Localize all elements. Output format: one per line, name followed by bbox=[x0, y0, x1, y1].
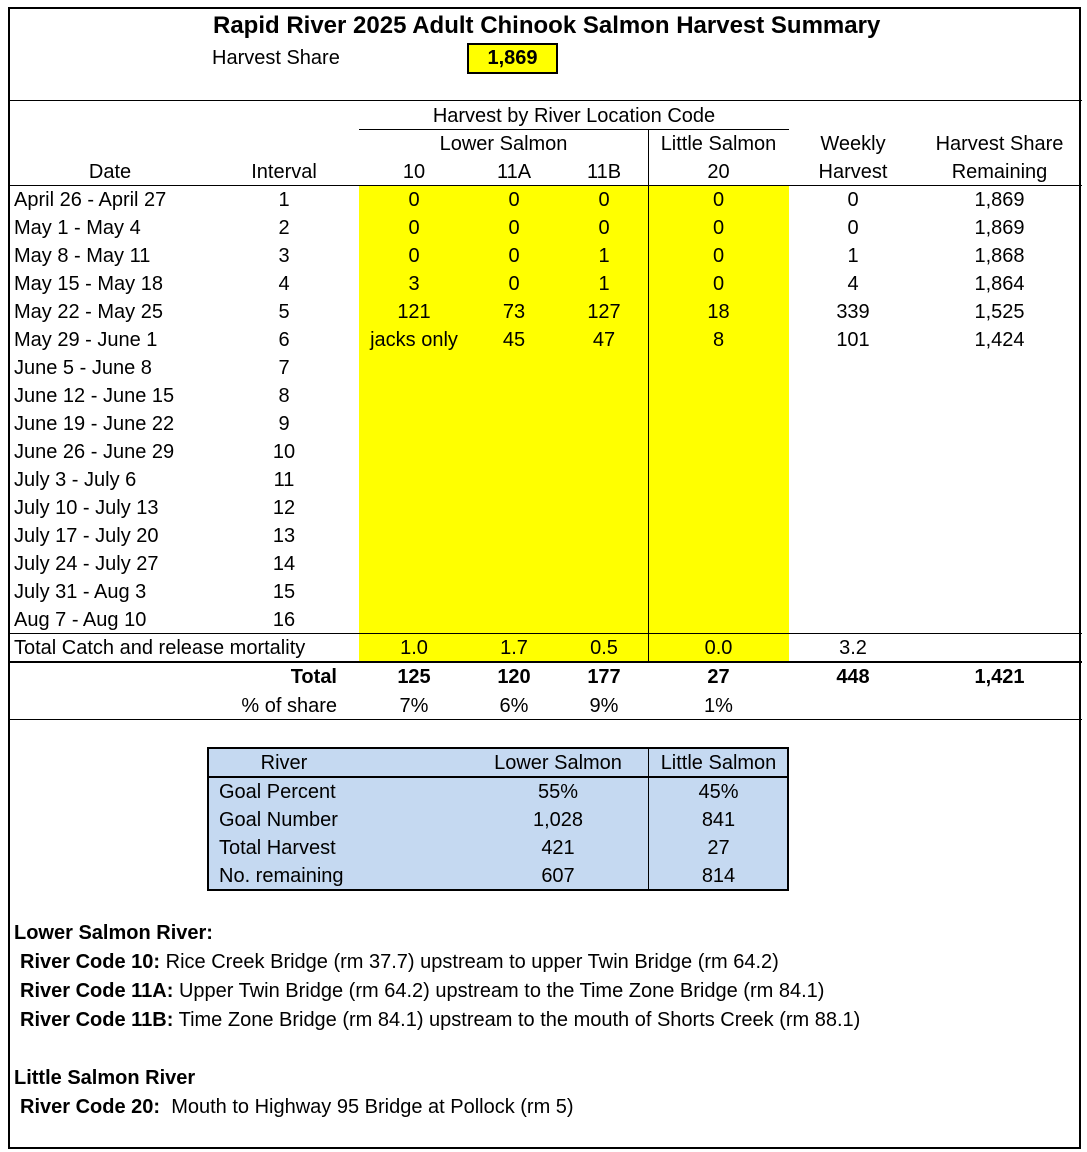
row-code-11b: 1 bbox=[598, 273, 610, 295]
row-date: May 1 - May 4 bbox=[14, 217, 141, 239]
row-date: July 3 - July 6 bbox=[14, 469, 137, 491]
row-remaining bbox=[917, 550, 1082, 578]
summary-row-label: Goal Number bbox=[219, 809, 338, 831]
row-interval: 6 bbox=[278, 329, 290, 351]
row-date: May 15 - May 18 bbox=[14, 273, 163, 295]
row-date: July 10 - July 13 bbox=[14, 497, 159, 519]
code-10-header: 10 bbox=[402, 161, 426, 183]
row-code-11b bbox=[559, 550, 649, 578]
row-weekly: 0 bbox=[847, 217, 859, 239]
row-code-11a bbox=[469, 438, 559, 466]
row-date: June 19 - June 22 bbox=[14, 413, 175, 435]
pct-label: % of share bbox=[241, 695, 337, 717]
row-remaining bbox=[917, 494, 1082, 522]
row-code-10 bbox=[369, 606, 459, 634]
row-weekly: 0 bbox=[847, 189, 859, 211]
summary-row-lower: 421 bbox=[541, 837, 575, 859]
row-interval: 3 bbox=[278, 245, 290, 267]
row-date: July 31 - Aug 3 bbox=[14, 581, 147, 603]
date-header: Date bbox=[88, 161, 132, 183]
row-code-10 bbox=[369, 550, 459, 578]
row-weekly: 101 bbox=[836, 329, 870, 351]
row-remaining bbox=[917, 354, 1082, 382]
row-weekly bbox=[789, 382, 917, 410]
weekly-header-1: Weekly bbox=[820, 133, 886, 155]
row-date: April 26 - April 27 bbox=[14, 189, 167, 211]
row-code-20 bbox=[648, 494, 789, 522]
row-code-10: 0 bbox=[408, 217, 420, 239]
summary-row-label: Goal Percent bbox=[219, 781, 336, 803]
row-code-11a: 73 bbox=[502, 301, 526, 323]
row-code-10 bbox=[369, 494, 459, 522]
row-weekly bbox=[789, 606, 917, 634]
row-code-11a bbox=[469, 410, 559, 438]
row-code-11b bbox=[559, 382, 649, 410]
row-code-20 bbox=[648, 606, 789, 634]
row-code-11b bbox=[559, 578, 649, 606]
row-interval: 16 bbox=[272, 609, 296, 631]
code-11b-text: Time Zone Bridge (rm 84.1) upstream to the mouth of Shorts Creek (rm 88.1) bbox=[178, 1009, 861, 1031]
row-code-11a: 0 bbox=[508, 189, 520, 211]
interval-header: Interval bbox=[251, 161, 317, 183]
row-code-11b bbox=[559, 494, 649, 522]
row-date: June 12 - June 15 bbox=[14, 385, 175, 407]
row-remaining: 1,864 bbox=[974, 273, 1025, 295]
code-10-text: Rice Creek Bridge (rm 37.7) upstream to upper Twin Bridge (rm 64.2) bbox=[165, 951, 779, 973]
row-date: June 5 - June 8 bbox=[14, 357, 152, 379]
row-code-10 bbox=[369, 522, 459, 550]
row-interval: 13 bbox=[272, 525, 296, 547]
row-code-11b bbox=[559, 522, 649, 550]
row-code-11b: 47 bbox=[592, 329, 616, 351]
row-code-11b bbox=[559, 354, 649, 382]
little-salmon-header: Little Salmon bbox=[660, 133, 777, 155]
row-remaining: 1,424 bbox=[974, 329, 1025, 351]
pct-11a: 6% bbox=[499, 695, 529, 717]
row-date: July 17 - July 20 bbox=[14, 525, 159, 547]
row-date: May 22 - May 25 bbox=[14, 301, 163, 323]
row-remaining bbox=[917, 410, 1082, 438]
row-weekly bbox=[789, 438, 917, 466]
row-code-20: 8 bbox=[712, 329, 725, 351]
row-code-11b: 0 bbox=[598, 217, 610, 239]
code-11a-text: Upper Twin Bridge (rm 64.2) upstream to the Time Zone Bridge (rm 84.1) bbox=[178, 980, 825, 1002]
row-interval: 2 bbox=[278, 217, 290, 239]
code-20-header: 20 bbox=[707, 161, 730, 183]
header-divider bbox=[9, 100, 1082, 101]
summary-row-little: 841 bbox=[701, 809, 736, 831]
table-bottom-border bbox=[9, 719, 1082, 720]
remaining-header-2: Remaining bbox=[951, 161, 1048, 183]
row-code-20 bbox=[648, 550, 789, 578]
row-code-20: 0 bbox=[712, 217, 725, 239]
row-code-11b bbox=[559, 466, 649, 494]
row-code-11a bbox=[469, 354, 559, 382]
row-interval: 4 bbox=[278, 273, 290, 295]
row-code-11b bbox=[559, 438, 649, 466]
code-11b-header: 11B bbox=[586, 161, 622, 183]
row-code-20 bbox=[648, 578, 789, 606]
row-code-20 bbox=[648, 466, 789, 494]
total-10: 125 bbox=[397, 666, 431, 688]
code-10-label: River Code 10: bbox=[20, 951, 161, 973]
row-date: July 24 - July 27 bbox=[14, 553, 159, 575]
row-code-20: 0 bbox=[712, 189, 725, 211]
weekly-header-2: Harvest bbox=[818, 161, 888, 183]
row-code-11b: 127 bbox=[587, 301, 621, 323]
code-20-text: Mouth to Highway 95 Bridge at Pollock (rm 5) bbox=[171, 1096, 574, 1118]
note-code-20 bbox=[20, 1096, 574, 1119]
remaining-header-1: Harvest Share bbox=[935, 133, 1064, 155]
row-weekly bbox=[789, 410, 917, 438]
row-interval: 8 bbox=[278, 385, 290, 407]
row-weekly bbox=[789, 522, 917, 550]
row-code-11a bbox=[469, 494, 559, 522]
row-weekly: 339 bbox=[836, 301, 870, 323]
summary-row-lower: 55% bbox=[537, 781, 579, 803]
row-code-20 bbox=[648, 382, 789, 410]
row-weekly bbox=[789, 578, 917, 606]
row-code-10 bbox=[369, 438, 459, 466]
row-interval: 15 bbox=[272, 581, 296, 603]
row-remaining bbox=[917, 578, 1082, 606]
row-code-11a bbox=[469, 550, 559, 578]
row-code-10 bbox=[369, 354, 459, 382]
row-interval: 7 bbox=[278, 357, 290, 379]
row-remaining: 1,868 bbox=[974, 245, 1025, 267]
total-weekly: 448 bbox=[836, 666, 870, 688]
total-11a: 120 bbox=[497, 666, 531, 688]
row-code-10 bbox=[369, 410, 459, 438]
lower-salmon-heading: Lower Salmon River: bbox=[14, 922, 213, 944]
summary-header-lower: Lower Salmon bbox=[494, 752, 622, 774]
note-code-11a bbox=[20, 980, 824, 1003]
row-code-11a: 0 bbox=[508, 217, 520, 239]
row-code-10: 0 bbox=[408, 245, 420, 267]
crm-20: 0.0 bbox=[704, 637, 733, 659]
total-11b: 177 bbox=[587, 666, 621, 688]
row-remaining bbox=[917, 606, 1082, 634]
harvest-share-value: 1,869 bbox=[467, 43, 558, 74]
row-code-10: 3 bbox=[408, 273, 420, 295]
row-weekly bbox=[789, 550, 917, 578]
row-code-10 bbox=[369, 466, 459, 494]
row-code-20 bbox=[648, 438, 789, 466]
summary-row-lower: 607 bbox=[541, 865, 575, 887]
summary-header-little: Little Salmon bbox=[660, 752, 777, 774]
summary-row-lower: 1,028 bbox=[532, 809, 584, 831]
row-code-11a bbox=[469, 382, 559, 410]
row-code-20: 18 bbox=[707, 301, 730, 323]
row-code-20: 0 bbox=[712, 245, 725, 267]
row-remaining: 1,869 bbox=[974, 189, 1025, 211]
row-interval: 11 bbox=[273, 469, 295, 491]
row-interval: 5 bbox=[278, 301, 290, 323]
row-code-10: 121 bbox=[397, 301, 431, 323]
summary-row-little: 27 bbox=[707, 837, 730, 859]
row-code-10: jacks only bbox=[370, 329, 458, 351]
crm-label: Total Catch and release mortality bbox=[14, 637, 306, 659]
row-code-20 bbox=[648, 410, 789, 438]
total-label: Total bbox=[290, 666, 337, 688]
row-remaining: 1,869 bbox=[974, 217, 1025, 239]
crm-weekly: 3.2 bbox=[839, 637, 867, 659]
row-date: Aug 7 - Aug 10 bbox=[14, 609, 147, 631]
pct-20: 1% bbox=[704, 695, 733, 717]
code-11b-label: River Code 11B: bbox=[20, 1009, 174, 1031]
group-header: Harvest by River Location Code bbox=[432, 105, 716, 127]
row-code-11a: 0 bbox=[508, 245, 520, 267]
row-code-11b: 0 bbox=[598, 189, 610, 211]
row-weekly bbox=[789, 494, 917, 522]
summary-row-label: Total Harvest bbox=[219, 837, 336, 859]
note-code-10 bbox=[20, 951, 779, 974]
row-code-20 bbox=[648, 354, 789, 382]
row-weekly: 4 bbox=[847, 273, 859, 295]
pct-11b: 9% bbox=[589, 695, 619, 717]
row-code-11a bbox=[469, 522, 559, 550]
crm-11b: 0.5 bbox=[590, 637, 618, 659]
row-code-10 bbox=[369, 578, 459, 606]
row-code-11a bbox=[469, 466, 559, 494]
summary-row-little: 814 bbox=[701, 865, 736, 887]
total-20: 27 bbox=[707, 666, 730, 688]
summary-header-river: River bbox=[260, 752, 308, 774]
row-code-20: 0 bbox=[712, 273, 725, 295]
crm-11a: 1.7 bbox=[500, 637, 528, 659]
pct-10: 7% bbox=[399, 695, 429, 717]
row-remaining bbox=[917, 522, 1082, 550]
row-remaining bbox=[917, 438, 1082, 466]
lower-salmon-header: Lower Salmon bbox=[439, 133, 568, 155]
code-11a-header: 11A bbox=[496, 161, 532, 183]
harvest-share-label: Harvest Share bbox=[212, 47, 340, 69]
row-date: June 26 - June 29 bbox=[14, 441, 175, 463]
row-date: May 8 - May 11 bbox=[14, 245, 151, 267]
row-weekly bbox=[789, 354, 917, 382]
page-title: Rapid River 2025 Adult Chinook Salmon Harvest Summary bbox=[213, 12, 881, 39]
note-code-11b bbox=[20, 1009, 860, 1032]
row-interval: 1 bbox=[278, 189, 290, 211]
row-interval: 10 bbox=[272, 441, 296, 463]
row-code-10 bbox=[369, 382, 459, 410]
code-20-label: River Code 20: bbox=[20, 1096, 161, 1118]
row-remaining bbox=[917, 466, 1082, 494]
row-code-11a bbox=[469, 606, 559, 634]
row-remaining bbox=[917, 382, 1082, 410]
total-remaining: 1,421 bbox=[974, 666, 1025, 688]
row-code-10: 0 bbox=[408, 189, 420, 211]
row-date: May 29 - June 1 bbox=[14, 329, 158, 351]
summary-row-little: 45% bbox=[698, 781, 739, 803]
row-interval: 14 bbox=[272, 553, 296, 575]
row-weekly bbox=[789, 466, 917, 494]
row-code-11a: 0 bbox=[508, 273, 520, 295]
row-code-11a bbox=[469, 578, 559, 606]
row-code-11b bbox=[559, 410, 649, 438]
row-code-11a: 45 bbox=[502, 329, 526, 351]
row-weekly: 1 bbox=[847, 245, 859, 267]
row-interval: 12 bbox=[272, 497, 296, 519]
row-interval: 9 bbox=[278, 413, 290, 435]
code-11a-label: River Code 11A: bbox=[20, 980, 174, 1002]
crm-10: 1.0 bbox=[400, 637, 428, 659]
row-code-11b: 1 bbox=[598, 245, 610, 267]
row-remaining: 1,525 bbox=[974, 301, 1025, 323]
row-code-20 bbox=[648, 522, 789, 550]
summary-row-label: No. remaining bbox=[219, 865, 344, 887]
little-salmon-heading: Little Salmon River bbox=[14, 1067, 196, 1089]
row-code-11b bbox=[559, 606, 649, 634]
